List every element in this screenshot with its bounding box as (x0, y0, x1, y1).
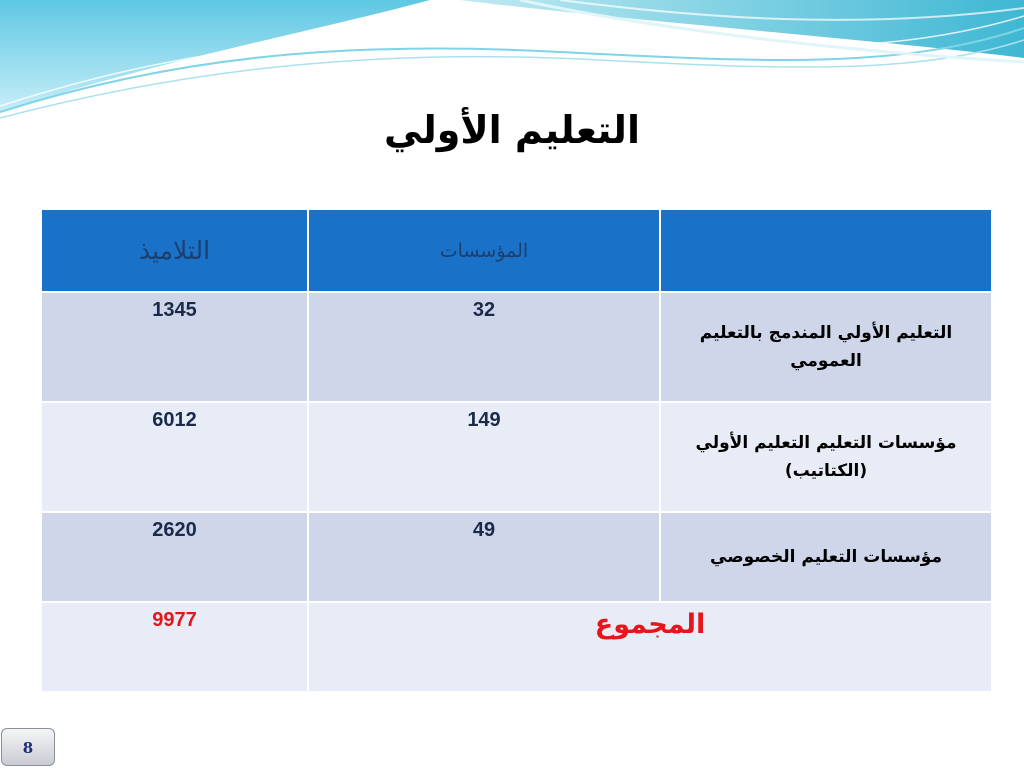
header-label (660, 209, 992, 292)
total-label: المجموع (308, 602, 992, 692)
table-row (41, 292, 992, 402)
table-row (41, 402, 992, 512)
header-institutions: المؤسسات (308, 209, 660, 292)
row-label-line: مؤسسات التعليم التعليم الأولي (695, 433, 957, 453)
page-number-badge: 8 (1, 728, 55, 766)
students-cell: 6012 (41, 402, 308, 512)
table-row (41, 512, 992, 602)
institutions-cell: 149 (308, 402, 660, 512)
total-students-cell: 9977 (41, 602, 308, 692)
table-header-row (41, 209, 992, 292)
row-label (660, 512, 992, 602)
row-label (660, 292, 992, 402)
row-label (660, 402, 992, 512)
row-label-line: العمومي (790, 351, 862, 371)
students-cell: 1345 (41, 292, 308, 402)
total-row (41, 602, 992, 692)
header-students: التلاميذ (41, 209, 308, 292)
row-label-line: (الكتاتيب) (784, 461, 868, 481)
row-label-line: التعليم الأولي المندمج بالتعليم (699, 323, 953, 343)
row-label-line: مؤسسات التعليم الخصوصي (710, 547, 942, 567)
statistics-table (40, 208, 993, 693)
institutions-cell: 49 (308, 512, 660, 602)
students-cell: 2620 (41, 512, 308, 602)
slide-title: التعليم الأولي (384, 108, 640, 152)
institutions-cell: 32 (308, 292, 660, 402)
